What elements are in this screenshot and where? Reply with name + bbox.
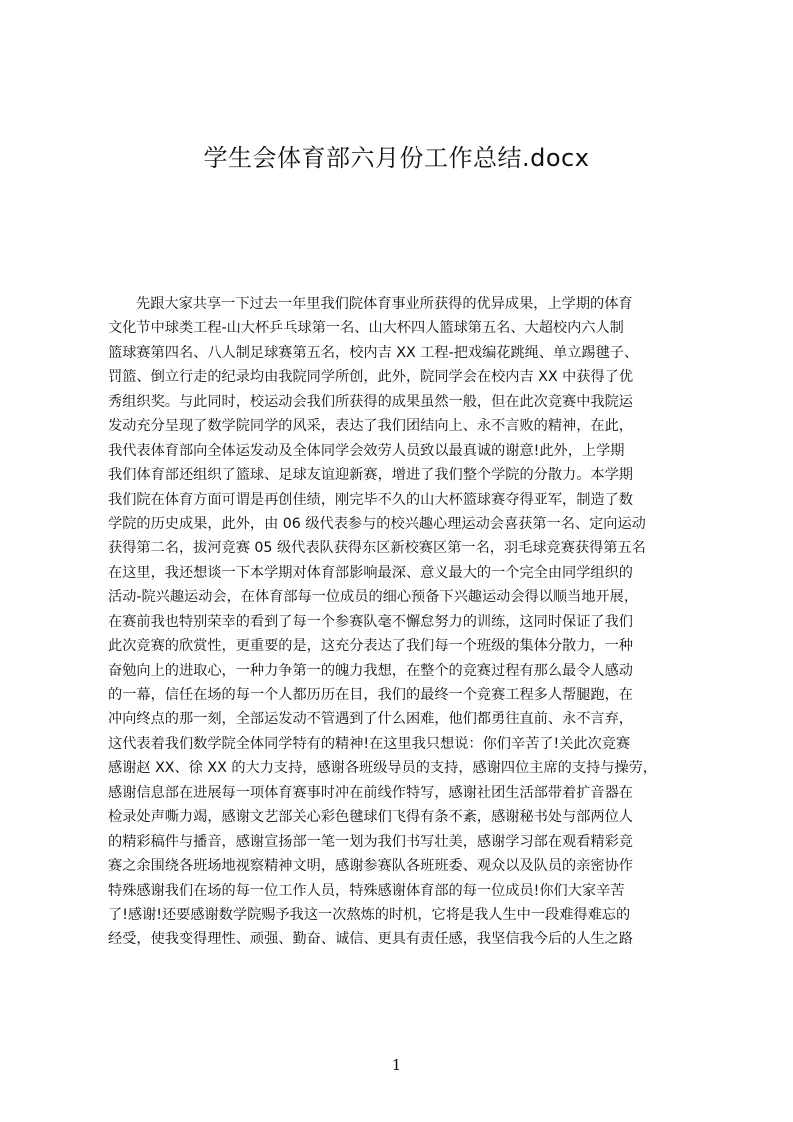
paragraph-line: 检录处声嘶力竭，感谢文艺部关心彩色毽球们飞得有条不紊，感谢秘书处与部两位人 — [108, 809, 633, 826]
paragraph-line: 在这里，我还想谈一下本学期对体育部影响最深、意义最大的一个完全由同学组织的 — [108, 564, 633, 581]
paragraph-line: 我们院在体育方面可谓是再创佳绩，刚完毕不久的山大杯篮球赛夺得亚军，制造了数 — [108, 491, 633, 508]
paragraph-line: 奋勉向上的进取心，一种力争第一的魄力我想，在整个的竞赛过程有那么最令人感动 — [108, 662, 633, 679]
paragraph-line: 特殊感谢我们在场的每一位工作人员，特殊感谢体育部的每一位成员!你们大家辛苦 — [108, 882, 625, 899]
paragraph-line: 这代表着我们数学院全体同学特有的精神!在这里我只想说：你们辛苦了!关此次竞赛 — [108, 735, 631, 752]
paragraph-line: 篮球赛第四名、八人制足球赛第五名，校内吉 XX 工程-把戏编花跳绳、单立踢毽子、 — [108, 344, 639, 361]
paragraph-line: 的精彩稿件与播音，感谢宣扬部一笔一划为我们书写壮美，感谢学习部在观看精彩竞 — [108, 833, 633, 850]
paragraph-line: 活动-院兴趣运动会，在体育部每一位成员的细心预备下兴趣运动会得以顺当地开展， — [108, 589, 639, 606]
page-number: 1 — [391, 1056, 402, 1074]
paragraph-line: 赛之余围绕各班场地视察精神文明，感谢参赛队各班班委、观众以及队员的亲密协作 — [108, 858, 633, 875]
paragraph-line: 此次竞赛的欣赏性，更重要的是，这充分表达了我们每一个班级的集体分散力，一种 — [108, 638, 633, 655]
paragraph-line: 先跟大家共享一下过去一年里我们院体育事业所获得的优异成果，上学期的体育 — [136, 296, 633, 312]
paragraph-line: 获得第二名，拔河竞赛 05 级代表队获得东区新校赛区第一名，羽毛球竞赛获得第五名 — [108, 540, 646, 557]
paragraph-line: 感谢赵 XX、徐 XX 的大力支持，感谢各班级导员的支持，感谢四位主席的支持与操劳， — [108, 760, 657, 777]
document-body — [108, 292, 698, 1012]
paragraph-line: 了!感谢!还要感谢数学院赐予我这一次熬炼的时机，它将是我人生中一段难得难忘的 — [108, 906, 631, 923]
paragraph-line: 发动充分呈现了数学院同学的风采，表达了我们团结向上、永不言败的精神，在此， — [108, 418, 633, 435]
paragraph-line: 我们体育部还组织了篮球、足球友谊迎新赛，增进了我们整个学院的分散力。本学期 — [108, 467, 633, 484]
paragraph-line: 在赛前我也特别荣幸的看到了每一个参赛队毫不懈怠努力的训练，这同时保证了我们 — [108, 613, 633, 630]
document-title: 学生会体育部六月份工作总结.docx — [203, 144, 590, 172]
paragraph-line: 冲向终点的那一刻，全部运发动不管遇到了什么困难，他们都勇往直前、永不言弃， — [108, 711, 633, 728]
paragraph-line: 文化节中球类工程-山大杯乒乓球第一名、山大杯四人篮球第五名、大超校内六人制 — [108, 320, 624, 337]
paragraph-line: 学院的历史成果，此外，由 06 级代表参与的校兴趣心理运动会喜获第一名、定向运动 — [108, 515, 646, 532]
paragraph-line: 我代表体育部向全体运发动及全体同学会效劳人员致以最真诚的谢意!此外，上学期 — [108, 442, 625, 459]
paragraph-line: 经受，使我变得理性、顽强、勤奋、诚信、更具有责任感，我坚信我今后的人生之路 — [108, 931, 633, 948]
paragraph-line: 秀组织奖。与此同时，校运动会我们所获得的成果虽然一般，但在此次竞赛中我院运 — [108, 393, 633, 410]
paragraph-line: 罚篮、倒立行走的纪录均由我院同学所创，此外，院同学会在校内吉 XX 中获得了优 — [108, 369, 634, 386]
paragraph-line: 的一幕，信任在场的每一个人都历历在目，我们的最终一个竞赛工程多人帮腿跑，在 — [108, 687, 633, 703]
paragraph-line: 感谢信息部在进展每一项体育赛事时冲在前线作特写，感谢社团生活部带着扩音器在 — [108, 784, 633, 801]
